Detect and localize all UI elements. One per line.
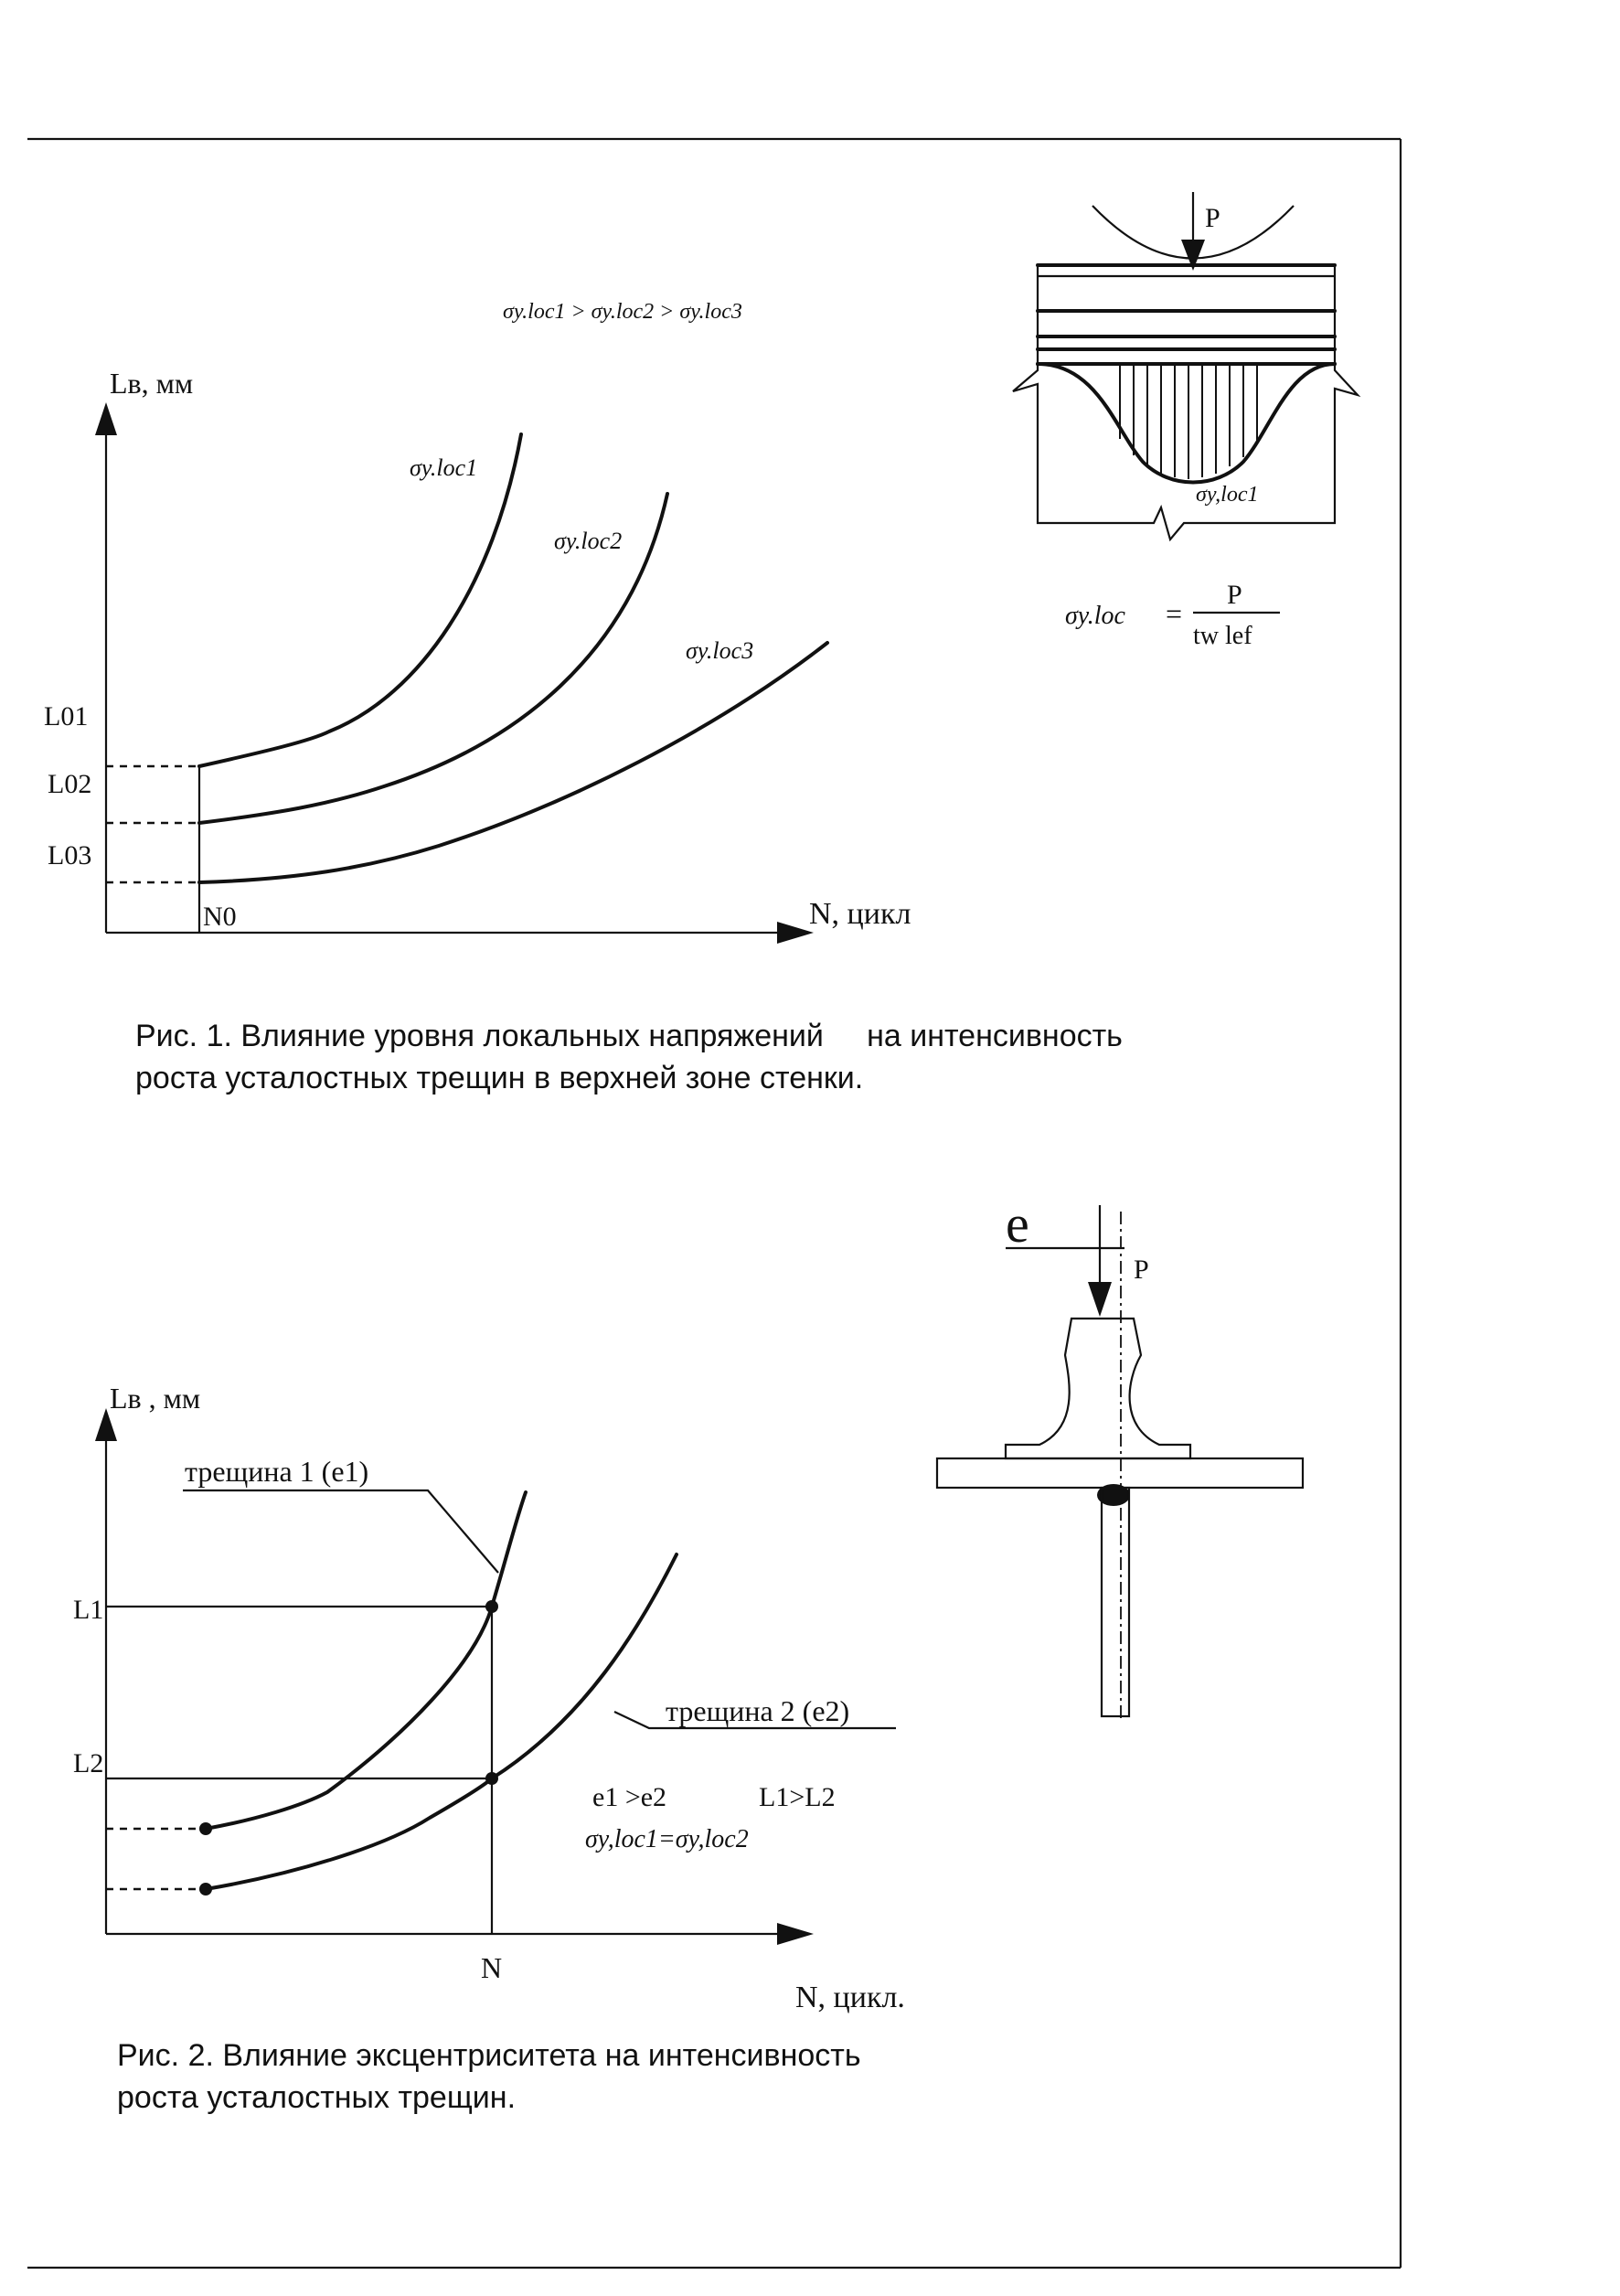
fig1-condition: σy.loc1 > σy.loc2 > σy.loc3 (503, 300, 742, 324)
fig1-tick-l01: L01 (44, 701, 89, 732)
fig2-x-arrow (777, 1923, 814, 1945)
fig1-formula-den: tw lef (1193, 622, 1252, 650)
figure-2-sketch (937, 1194, 1303, 1719)
fig1-web-box (1038, 402, 1335, 539)
fig2-caption (117, 2034, 861, 2119)
fig1-xlabel: N, цикл (809, 897, 911, 931)
fig1-curve-label-1: σy.loc1 (410, 454, 478, 481)
fig1-curve-label-3: σy.loc3 (686, 637, 754, 664)
fig2-start-point-1 (199, 1822, 212, 1835)
fig1-stress-label: σy,loc1 (1196, 483, 1259, 507)
fig1-tick-l03: L03 (48, 840, 92, 870)
fig1-break-left (1013, 364, 1038, 402)
fig1-caption-line1: Рис. 1. Влияние уровня локальных напряжений на интенсивность (135, 1019, 1123, 1053)
fig1-caption-line2: роста усталостных трещин в верхней зоне стенки. (135, 1061, 864, 1095)
fig1-curve-1 (199, 434, 521, 766)
fig1-load-label: P (1205, 203, 1220, 233)
fig1-formula-lhs: σy.loc (1065, 602, 1125, 630)
fig2-caption-line1: Рис. 2. Влияние эксцентриситета на интенсивность (117, 2038, 861, 2073)
fig1-curve-3 (199, 643, 827, 882)
fig1-ylabel: Lв, мм (110, 367, 194, 400)
fig1-stress-curve (1038, 364, 1335, 483)
fig2-leader-1 (183, 1490, 498, 1573)
fig2-start-point-2 (199, 1883, 212, 1896)
fig2-rail-profile (1006, 1319, 1190, 1458)
fig2-ylabel: Lв , мм (110, 1382, 201, 1415)
fig2-tick-n: N (481, 1951, 503, 1984)
fig2-relation-2: L1>L2 (759, 1782, 836, 1812)
fig1-tick-n0: N0 (203, 902, 237, 932)
fig2-tick-l1: L1 (73, 1595, 104, 1625)
fig2-web (1102, 1488, 1129, 1716)
fig1-stress-hatch (1120, 366, 1257, 479)
fig2-load-arrow (1088, 1282, 1112, 1317)
figure-1-plot (44, 300, 911, 944)
fig1-formula-eq: = (1166, 597, 1183, 630)
fig1-caption (135, 1015, 1123, 1099)
fig2-tick-l2: L2 (73, 1748, 104, 1778)
fig2-crack2-label: трещина 2 (e2) (666, 1694, 850, 1727)
fig2-ecc-label: e (1006, 1194, 1029, 1254)
fig2-relation-3: σy,loc1=σy,loc2 (585, 1825, 749, 1853)
fig1-tick-l02: L02 (48, 769, 92, 799)
fig1-formula-num: P (1227, 580, 1242, 610)
fig1-y-arrow (95, 402, 117, 435)
figure-2-plot (73, 1382, 905, 2014)
figure-1-sketch (1013, 192, 1358, 650)
fig2-caption-line2: роста усталостных трещин. (117, 2080, 517, 2115)
fig2-relation-1: e1 >e2 (592, 1782, 667, 1812)
fig1-x-arrow (777, 922, 814, 944)
fig2-load-label: P (1134, 1255, 1149, 1285)
fig2-flange (937, 1458, 1303, 1488)
fig2-point-l1 (485, 1600, 498, 1613)
fig2-crack1-label: трещина 1 (e1) (185, 1455, 369, 1488)
fig2-point-l2 (485, 1772, 498, 1785)
fig1-curve-label-2: σy.loc2 (554, 528, 623, 554)
fig2-xlabel: N, цикл. (795, 1981, 905, 2014)
fig1-break-right (1335, 364, 1358, 402)
